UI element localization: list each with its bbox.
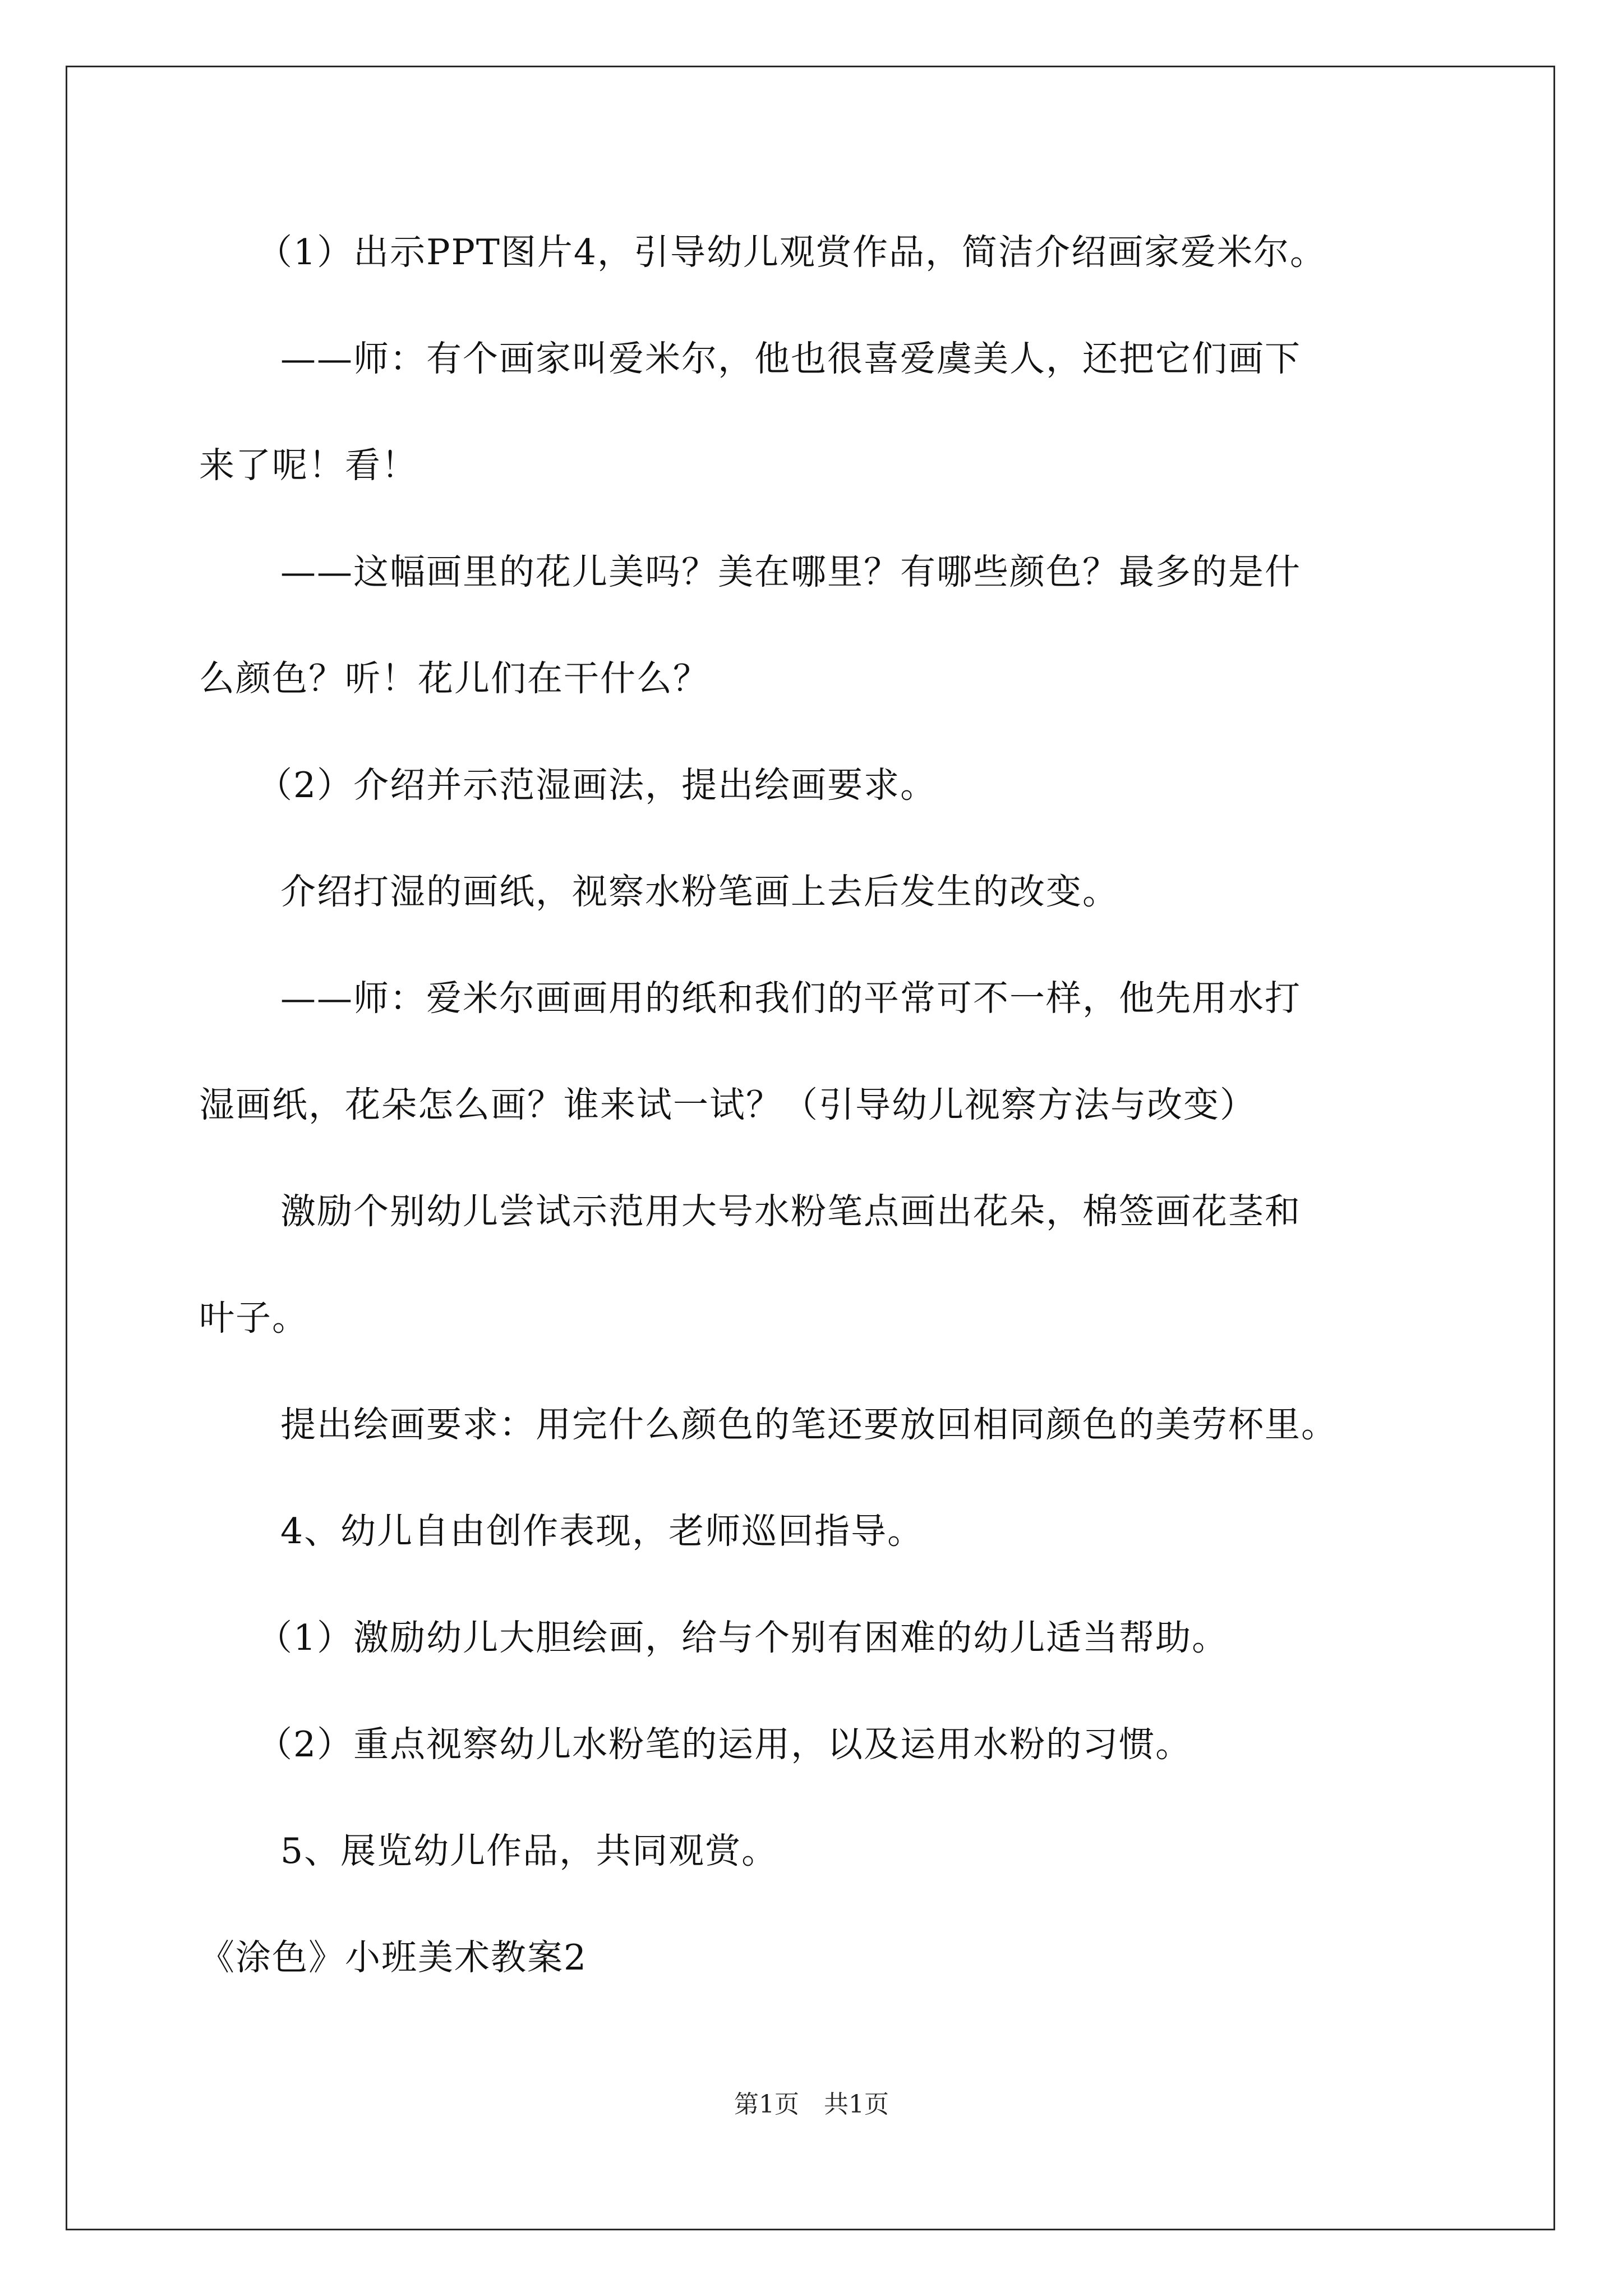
paragraph-line: 叶子。 — [199, 1297, 308, 1338]
paragraph-line: 4、幼儿自由创作表现，老师巡回指导。 — [280, 1511, 924, 1552]
paragraph-line: （1）出示PPT图片4，引导幼儿观赏作品，简洁介绍画家爱米尔。 — [257, 232, 1326, 273]
section-heading: 《涂色》小班美术教案2 — [199, 1937, 588, 1978]
paragraph-line: 来了呢！看！ — [199, 445, 418, 486]
paragraph-line: ——师：爱米尔画画用的纸和我们的平常可不一样，他先用水打 — [280, 978, 1301, 1019]
paragraph-line: ——师：有个画家叫爱米尔，他也很喜爱虞美人，还把它们画下 — [280, 338, 1301, 379]
paragraph-line: 介绍打湿的画纸，视察水粉笔画上去后发生的改变。 — [280, 871, 1119, 912]
paragraph-line: （2）介绍并示范湿画法，提出绘画要求。 — [257, 765, 937, 806]
paragraph-line: ——这幅画里的花儿美吗？美在哪里？有哪些颜色？最多的是什 — [280, 551, 1301, 592]
paragraph-line: 么颜色？听！花儿们在干什么？ — [199, 658, 709, 699]
paragraph-line: 湿画纸，花朵怎么画？谁来试一试？（引导幼儿视察方法与改变） — [199, 1084, 1256, 1125]
paragraph-line: 提出绘画要求：用完什么颜色的笔还要放回相同颜色的美劳杯里。 — [280, 1404, 1338, 1445]
paragraph-line: （1）激励幼儿大胆绘画，给与个别有困难的幼儿适当帮助。 — [257, 1617, 1229, 1658]
paragraph-line: 5、展览幼儿作品，共同观赏。 — [280, 1830, 778, 1871]
paragraph-line: 激励个别幼儿尝试示范用大号水粉笔点画出花朵，棉签画花茎和 — [280, 1191, 1301, 1232]
page-border — [66, 66, 1555, 2230]
page-number-footer: 第1页 共1页 — [734, 2090, 889, 2119]
paragraph-line: （2）重点视察幼儿水粉笔的运用，以及运用水粉的习惯。 — [257, 1724, 1192, 1765]
